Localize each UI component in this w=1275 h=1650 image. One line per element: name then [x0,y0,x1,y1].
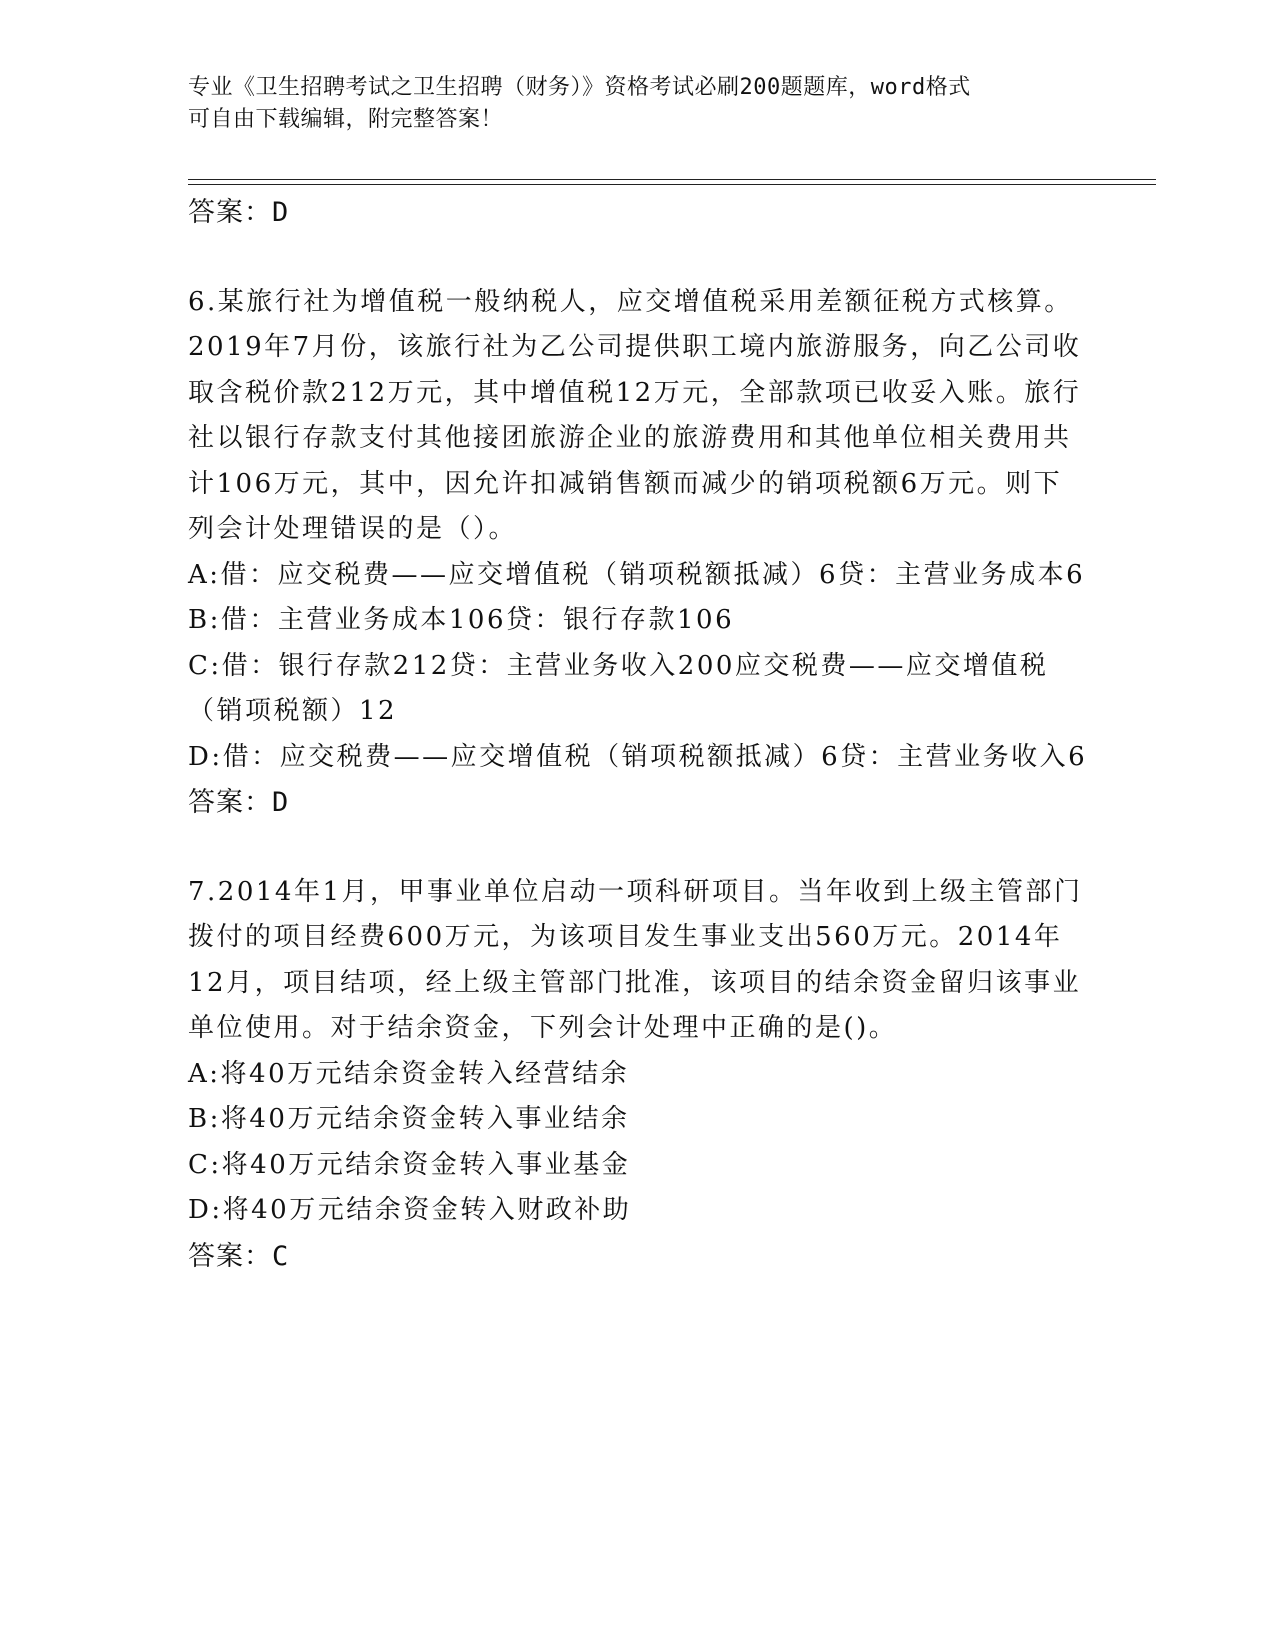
question-7 [188,870,1088,1280]
question-6 [188,280,1088,826]
option-c: C:借：银行存款212贷：主营业务收入200应交税费——应交增值税（销项税额）12 [188,650,1049,726]
header-line-1: 专业《卫生招聘考试之卫生招聘（财务）》资格考试必刷200题题库，word格式 [188,75,971,100]
option-a: A:借：应交税费——应交增值税（销项税额抵减）6贷：主营业务成本6 [188,559,1086,590]
header-line-2: 可自由下载编辑，附完整答案！ [188,107,504,132]
question-answer: 答案：D [188,787,290,818]
document-header [188,72,1068,136]
header-rule-top [188,179,1156,180]
option-d: D:将40万元结余资金转入财政补助 [188,1195,632,1225]
question-stem: 6.某旅行社为增值税一般纳税人，应交增值税采用差额征税方式核算。2019年7月份，该旅行社为乙公司提供职工境内旅游服务，向乙公司收取含税价款212万元，其中增值税12万元，全部款项已收妥入账。旅行社以银行存款支付其他接团旅游企业的旅游费用和其他单位相关费用共计106万元，其中，因允许扣减销售额而减少的销项税额6万元。则下列会计处理错误的是（）。 [188,286,1082,544]
option-d: D:借：应交税费——应交增值税（销项税额抵减）6贷：主营业务收入6 [188,741,1088,772]
option-a: A:将40万元结余资金转入经营结余 [188,1058,630,1089]
document-body [188,190,1088,1279]
option-b: B:将40万元结余资金转入事业结余 [188,1104,630,1134]
header-rule-bottom [188,184,1156,185]
option-c: C:将40万元结余资金转入事业基金 [188,1149,631,1180]
question-answer: 答案：C [188,1240,290,1272]
question-stem: 7.2014年1月，甲事业单位启动一项科研项目。当年收到上级主管部门拨付的项目经费600万元，为该项目发生事业支出560万元。2014年12月，项目结项，经上级主管部门批准，该项目的结余资金留归该事业单位使用。对于结余资金，下列会计处理中正确的是()。 [188,876,1083,1043]
previous-answer: 答案：D [188,197,290,228]
option-b: B:借：主营业务成本106贷：银行存款106 [188,605,735,635]
